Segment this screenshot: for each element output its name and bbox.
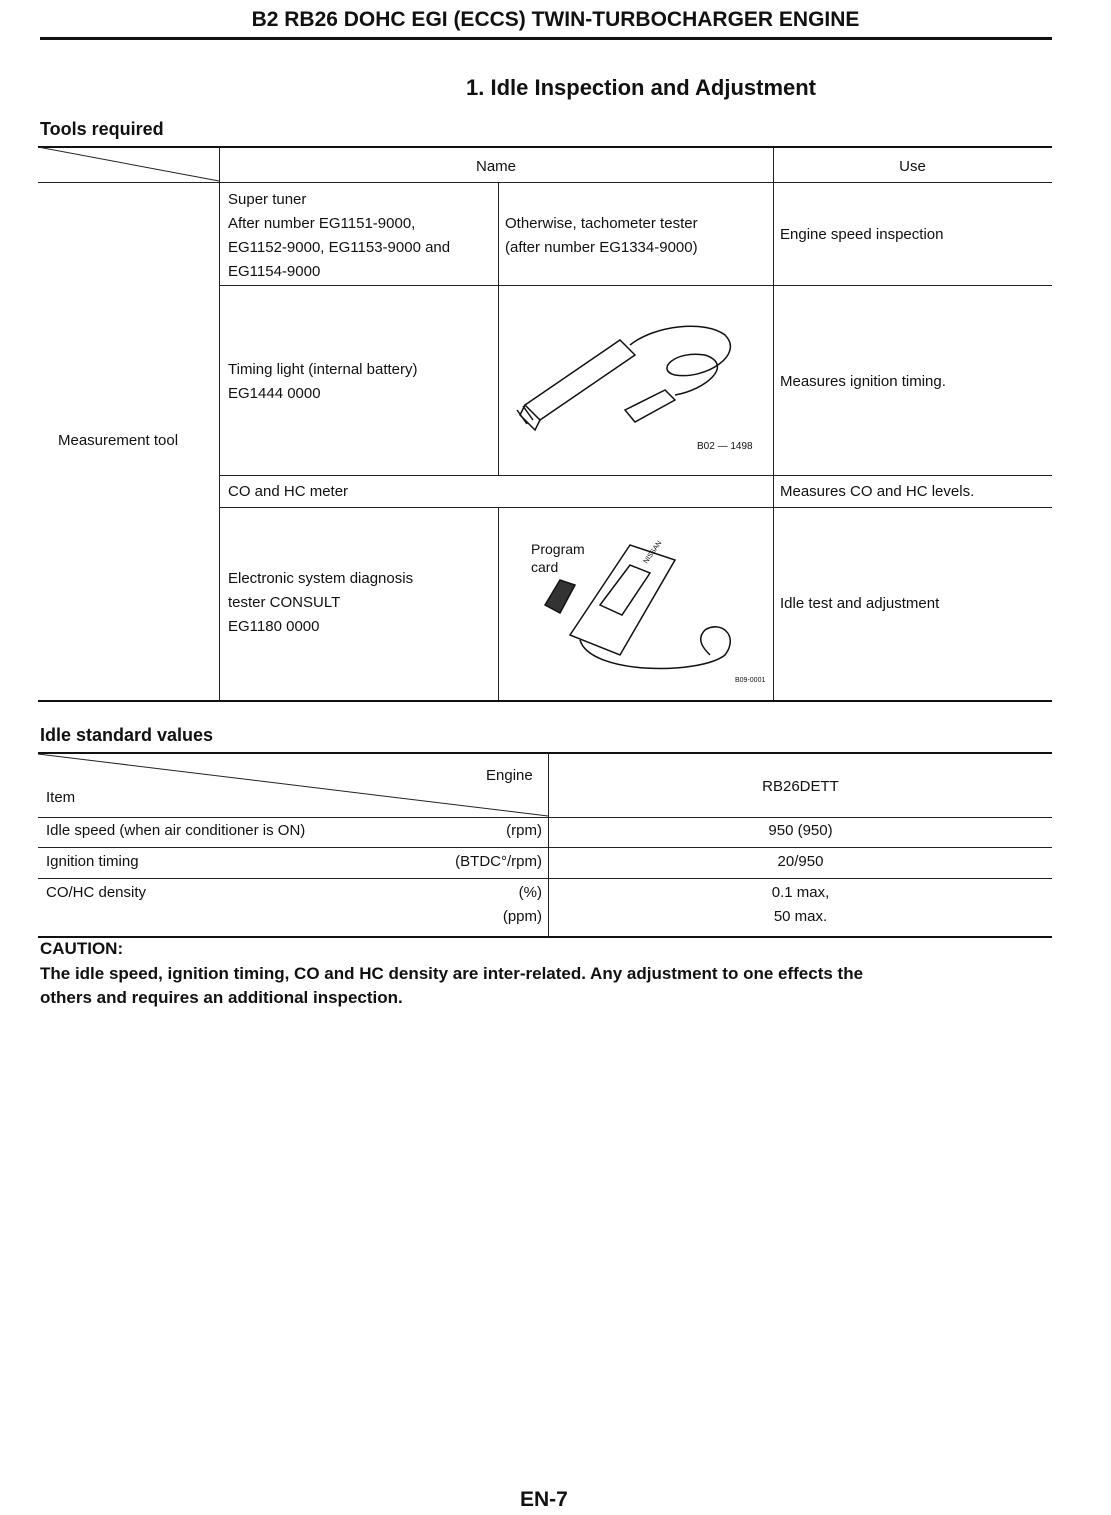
diagonal-corner [38, 147, 220, 183]
table-rule [498, 507, 499, 700]
table-rule [498, 182, 499, 475]
header-rule [40, 37, 1052, 40]
caution-text: others and requires an additional inspection. [40, 988, 403, 1007]
tool-name: CO and HC meter [228, 483, 349, 500]
value: 950 (950) [768, 822, 833, 839]
diagonal-corner [38, 754, 549, 818]
unit: (rpm) [506, 822, 542, 839]
table-rule [38, 847, 1052, 848]
value: 0.1 max, [771, 884, 830, 901]
item: Idle speed (when air conditioner is ON) [46, 822, 306, 839]
figure-label: Program [531, 541, 585, 557]
table-rule [38, 700, 1052, 702]
table-rule [38, 878, 1052, 879]
tool-name-line: Timing light (internal battery) [228, 361, 418, 378]
tool-name-line: EG1152-9000, EG1153-9000 and [228, 239, 451, 256]
col-use: Use [899, 158, 926, 175]
table-rule [38, 817, 1052, 818]
tool-name-line: EG1154-9000 [228, 263, 321, 280]
tool-name-line: EG1180 0000 [228, 618, 320, 635]
unit: (%) [518, 884, 542, 901]
page-number: EN-7 [520, 1488, 568, 1511]
unit: (ppm) [502, 908, 542, 925]
tool-use: Measures ignition timing. [780, 373, 946, 390]
tool-name-line: After number EG1151-9000, [228, 215, 416, 232]
idle-heading: Idle standard values [40, 725, 214, 745]
header-title: B2 RB26 DOHC EGI (ECCS) TWIN-TURBOCHARGER ENGINE [251, 8, 860, 31]
table-rule [219, 147, 220, 701]
caution-label: CAUTION: [40, 939, 124, 958]
corner-item: Item [46, 789, 76, 806]
value: 50 max. [773, 908, 828, 925]
tool-name-line: Electronic system diagnosis [228, 570, 414, 587]
figure-label: card [531, 559, 559, 575]
table-rule [38, 182, 1052, 183]
table-rule [219, 475, 1052, 476]
value: 20/950 [777, 853, 824, 870]
figure-id: B09-0001 [735, 677, 766, 684]
item: Ignition timing [46, 853, 139, 870]
table-rule [773, 147, 774, 701]
category-label: Measurement tool [58, 432, 179, 449]
tool-name-line: Super tuner [228, 191, 307, 208]
table-rule [38, 936, 1052, 938]
device-brand: NISSAN [642, 539, 664, 566]
tools-heading: Tools required [40, 119, 164, 139]
tool-alt-line: Otherwise, tachometer tester [505, 215, 698, 232]
unit: (BTDC°/rpm) [455, 853, 542, 870]
tool-use: Engine speed inspection [780, 226, 944, 243]
section-title: 1. Idle Inspection and Adjustment [466, 75, 817, 100]
figure-id: B02 — 1498 [697, 441, 753, 452]
corner-engine: Engine [486, 767, 533, 784]
col-name: Name [475, 158, 516, 175]
tool-name-line: tester CONSULT [228, 594, 341, 611]
tool-alt-line: (after number EG1334-9000) [505, 239, 698, 256]
tool-use: Idle test and adjustment [780, 595, 940, 612]
table-rule [219, 507, 1052, 508]
item: CO/HC density [46, 884, 147, 901]
table-rule [219, 285, 1052, 286]
timing-light-illustration [505, 320, 765, 455]
tool-use: Measures CO and HC levels. [780, 483, 975, 500]
tool-name-line: EG1444 0000 [228, 385, 321, 402]
caution-text: The idle speed, ignition timing, CO and HC density are inter-related. Any adjustment to one effects the [40, 964, 864, 983]
engine-model: RB26DETT [762, 778, 839, 795]
